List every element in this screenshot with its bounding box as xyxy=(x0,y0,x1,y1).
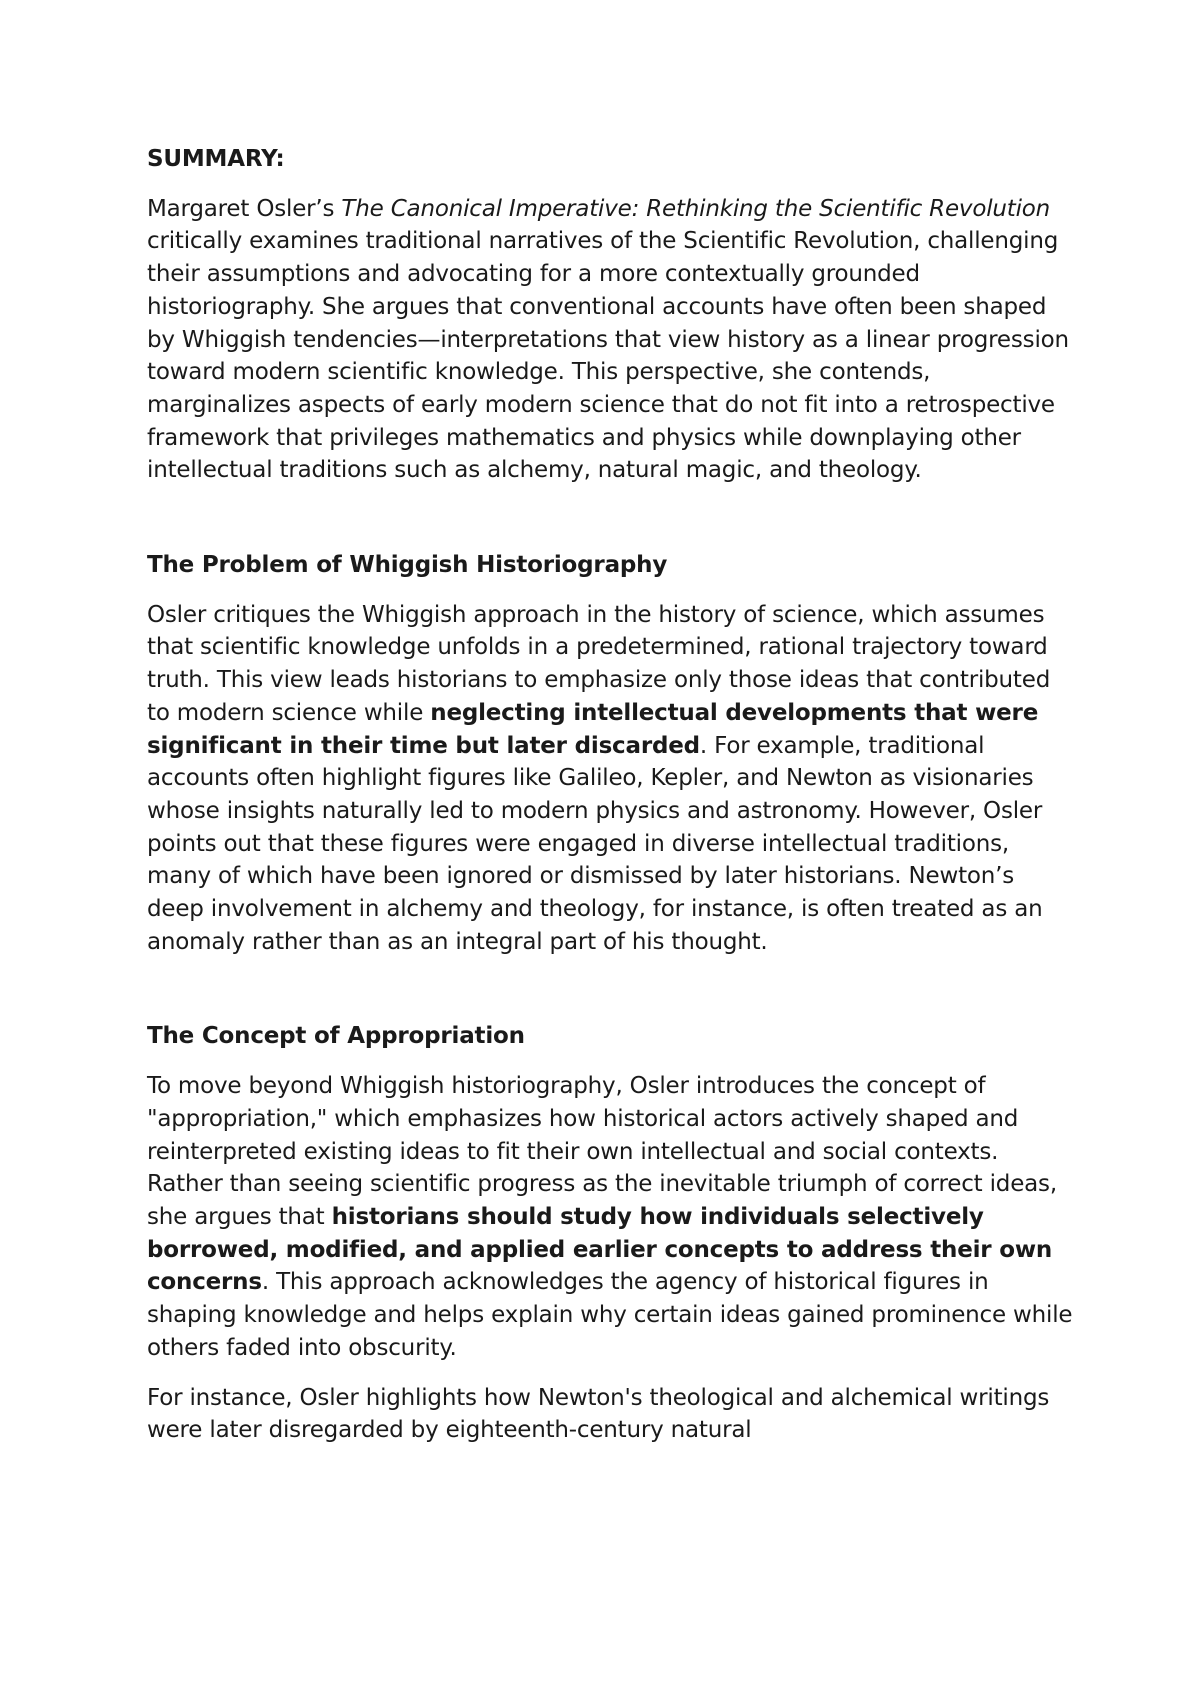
whiggish-bold-text: neglecting intellectual developments that were significant in their time but later discarded xyxy=(147,699,1039,759)
appropriation-paragraph xyxy=(147,1070,1077,1364)
appropriation-bold-text: historians should study how individuals selectively borrowed, modified, and applied earlier concepts to address their own concerns xyxy=(147,1203,1053,1296)
summary-author-prefix: Margaret Osler’s xyxy=(147,195,342,222)
appropriation-second-paragraph: For instance, Osler highlights how Newton's theological and alchemical writings were later disregarded by eighteenth-century natural xyxy=(147,1384,1050,1444)
book-title: The Canonical Imperative: Rethinking the Scientific Revolution xyxy=(341,195,1051,222)
appropriation-text-end: . This approach acknowledges the agency of historical figures in shaping knowledge and helps explain why certain ideas gained prominence while others faded into obscurity. xyxy=(147,1269,1073,1361)
summary-heading: SUMMARY: xyxy=(147,146,285,172)
whiggish-text-start: Osler critiques the Whiggish approach in the history of science, which assumes that scientific knowledge unfolds in a predetermined, rational trajectory toward truth. This view leads historians to emphasize only those ideas that contributed to modern science while xyxy=(147,601,1051,726)
appropriation-text-start: To move beyond Whiggish historiography, Osler introduces the concept of "appropriation," which emphasizes how historical actors actively shaped and reinterpreted existing ideas to fit their own intellectual and social contexts. Rather than seeing scientific progress as the inevitable triumph of correct ideas, she argues that xyxy=(147,1073,1057,1230)
whiggish-text-end: . For example, traditional accounts often highlight figures like Galileo, Kepler, and Newton as visionaries whose insights naturally led to modern physics and astronomy. However, Osler points out that these figures were engaged in diverse intellectual traditions, many of which have been ignored or dismissed by later historians. Newton’s deep involvement in alchemy and theology, for instance, is often treated as an anomaly rather than as an integral part of his thought. xyxy=(147,732,1043,955)
summary-paragraph xyxy=(147,193,1077,487)
document-body xyxy=(147,143,1077,1464)
summary-text: critically examines traditional narratives of the Scientific Revolution, challenging their assumptions and advocating for a more contextually grounded historiography. She argues that conventional accounts have often been shaped by Whiggish tendencies—interpretations that view history as a linear progression toward modern scientific knowledge. This perspective, she contends, marginalizes aspects of early modern science that do not fit into a retrospective framework that privileges mathematics and physics while downplaying other intellectual traditions such as alchemy, natural magic, and theology. xyxy=(147,228,1069,484)
whiggish-heading: The Problem of Whiggish Historiography xyxy=(147,552,668,579)
appropriation-heading: The Concept of Appropriation xyxy=(147,1023,525,1050)
whiggish-paragraph xyxy=(147,599,1077,959)
